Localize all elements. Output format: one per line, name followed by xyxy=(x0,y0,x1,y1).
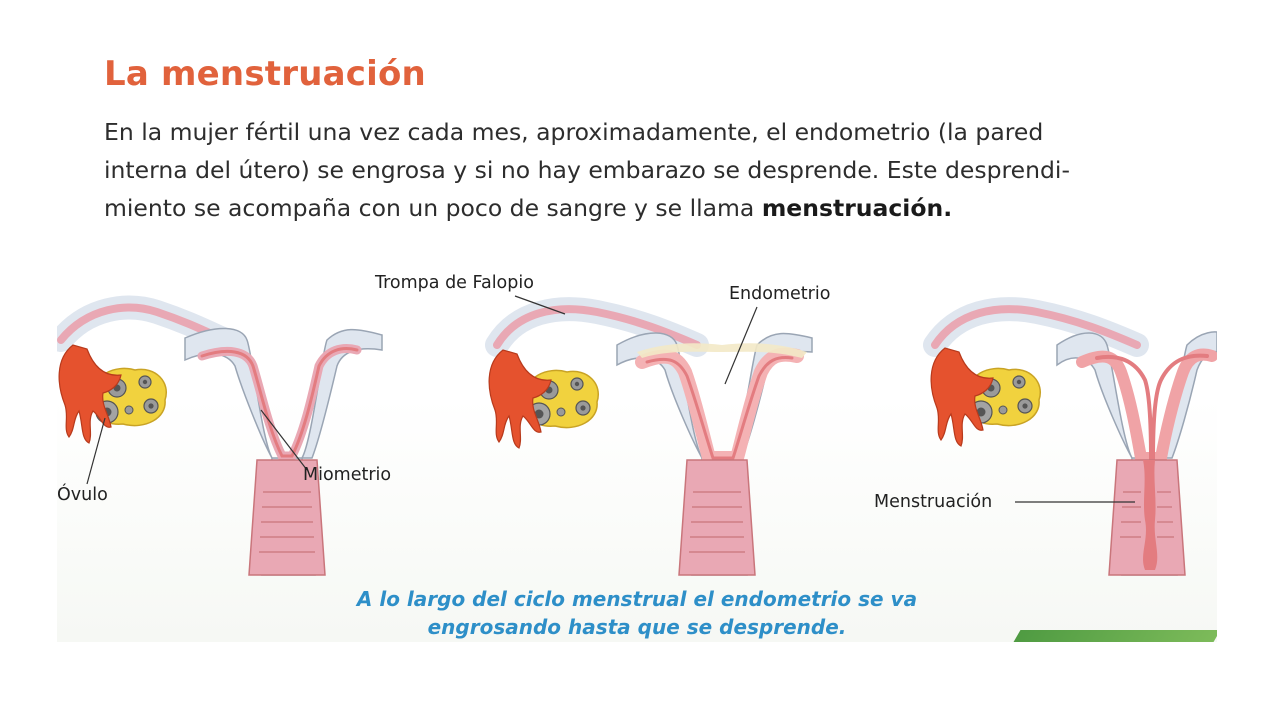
uterus-figure-2 xyxy=(489,309,812,575)
uterus-figure-3 xyxy=(931,309,1217,575)
label-trompa-de-falopio: Trompa de Falopio xyxy=(375,273,534,293)
label-ovulo: Óvulo xyxy=(57,485,108,505)
bold-term: menstruación. xyxy=(761,194,953,222)
caption-line-1: A lo largo del ciclo menstrual el endometrio se va xyxy=(356,587,918,611)
label-menstruacion: Menstruación xyxy=(874,492,993,512)
paragraph-line-2: interna del útero) se engrosa y si no hay embarazo se desprende. Este desprendi- xyxy=(104,156,1070,184)
label-miometrio: Miometrio xyxy=(303,465,392,485)
caption-line-2: engrosando hasta que se desprende. xyxy=(427,615,847,639)
decorative-green-strip xyxy=(1014,630,1217,642)
paragraph-line-3-text: miento se acompaña con un poco de sangre y se llama xyxy=(104,194,762,222)
uterus-figure-1 xyxy=(59,308,382,575)
textbook-page xyxy=(57,0,1217,642)
uterus-diagram xyxy=(57,0,1217,642)
page-title: La menstruación xyxy=(104,54,426,94)
paragraph-line-1: En la mujer fértil una vez cada mes, aproximadamente, el endometrio (la pared xyxy=(104,118,1044,146)
label-endometrio: Endometrio xyxy=(729,284,831,304)
